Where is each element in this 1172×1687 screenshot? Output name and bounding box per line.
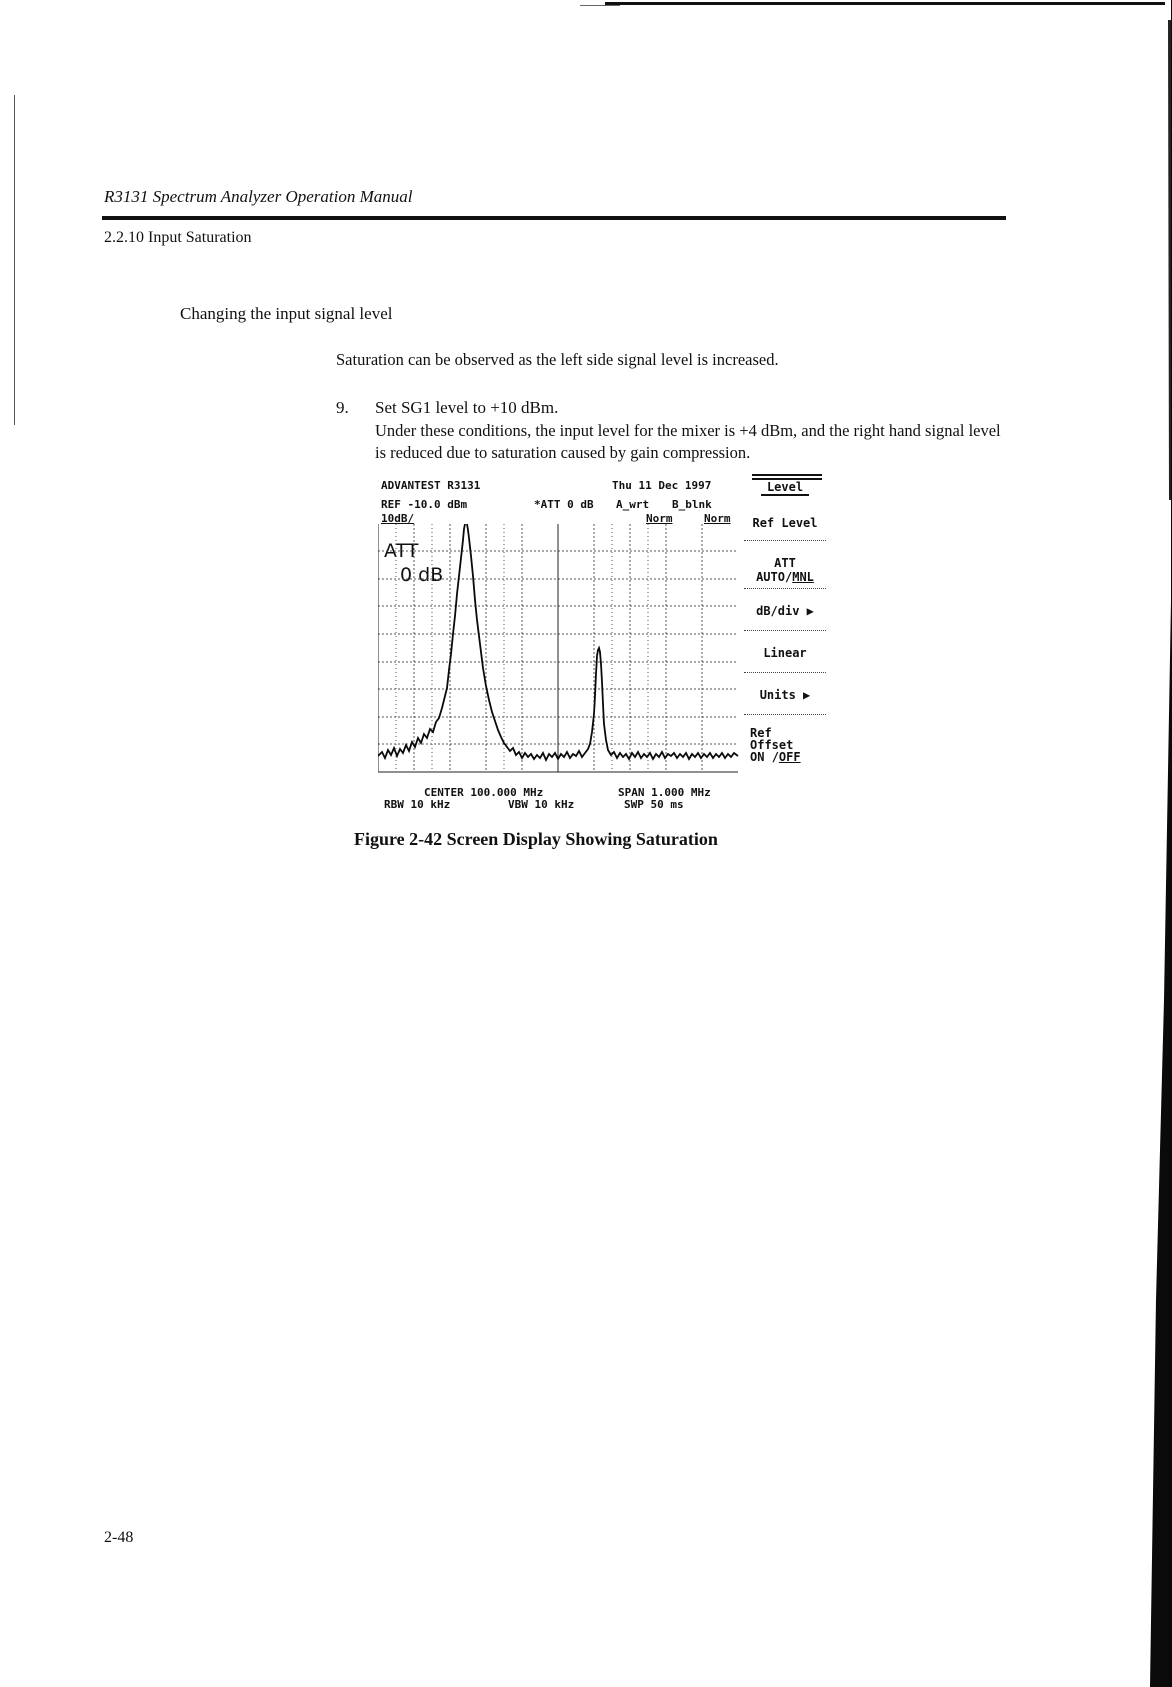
att-softkey-label: ATT: [774, 556, 796, 570]
date-label: Thu 11 Dec 1997: [612, 479, 712, 492]
trace-a-mode: Norm: [646, 512, 673, 525]
manual-title: R3131 Spectrum Analyzer Operation Manual: [104, 187, 413, 206]
softkey-db-div[interactable]: [740, 604, 830, 618]
header-rule: [102, 216, 1006, 220]
ref-offset-label-1: Ref: [750, 726, 772, 740]
scale-readout: 10dB/: [381, 512, 415, 525]
scan-right-edge: [1150, 0, 1172, 1687]
step-title: Set SG1 level to +10 dBm.: [375, 398, 559, 417]
trace-b-mode: Norm: [704, 512, 731, 525]
offset-off-option: OFF: [778, 750, 801, 764]
scan-left-mark: [14, 95, 15, 425]
step-description: Under these conditions, the input level for the mixer is +4 dBm, and the right hand signal level is reduced due to saturation caused by gain compression.: [375, 421, 1001, 462]
att-status-readout: *ATT 0 dB: [534, 498, 594, 511]
ref-offset-label-2: Offset: [750, 738, 794, 752]
trace-a-readout: A_wrt: [616, 498, 650, 511]
ref-level-readout: REF -10.0 dBm: [381, 498, 468, 511]
scan-top-line: [605, 2, 1165, 5]
offset-separator: /: [771, 750, 779, 764]
softkey-ref-offset[interactable]: [740, 726, 830, 764]
analyzer-screen: [378, 472, 830, 822]
spectrum-plot: [378, 524, 740, 782]
trace-b-readout: B_blnk: [672, 498, 712, 511]
scan-top-line-thin: [580, 5, 620, 6]
att-separator: /: [784, 570, 793, 584]
softkey-att[interactable]: [740, 556, 830, 584]
att-auto-option: AUTO: [756, 570, 785, 584]
brand-label: ADVANTEST R3131: [381, 479, 481, 492]
page-number: 2-48: [104, 1529, 134, 1546]
sweep-readout: SWP 50 ms: [624, 798, 684, 811]
softkey-units[interactable]: [740, 688, 830, 702]
step-number: 9.: [336, 398, 349, 417]
intro-paragraph: Saturation can be observed as the left side signal level is increased.: [336, 350, 779, 369]
ref-level-label: Ref Level: [752, 516, 818, 530]
subheading: Changing the input signal level: [180, 304, 393, 323]
db-div-label: dB/div ▶: [756, 604, 814, 618]
softkey-linear[interactable]: [740, 646, 830, 660]
rbw-readout: RBW 10 kHz: [384, 798, 451, 811]
offset-on-option: ON: [750, 750, 765, 764]
softkey-menu-title: [740, 474, 830, 494]
span-readout: SPAN 1.000 MHz: [618, 786, 711, 799]
softkey-ref-level[interactable]: [740, 516, 830, 530]
units-label: Units ▶: [759, 688, 811, 702]
figure-caption: Figure 2-42 Screen Display Showing Saturation: [354, 829, 718, 849]
center-frequency: CENTER 100.000 MHz: [424, 786, 544, 799]
att-annotation-label: ATT: [384, 540, 419, 562]
vbw-readout: VBW 10 kHz: [508, 798, 575, 811]
section-heading: 2.2.10 Input Saturation: [104, 229, 252, 246]
linear-label: Linear: [763, 646, 807, 660]
att-mnl-option: MNL: [792, 570, 814, 584]
att-annotation-value: 0 dB: [400, 564, 444, 586]
level-menu-title: Level: [761, 480, 809, 496]
